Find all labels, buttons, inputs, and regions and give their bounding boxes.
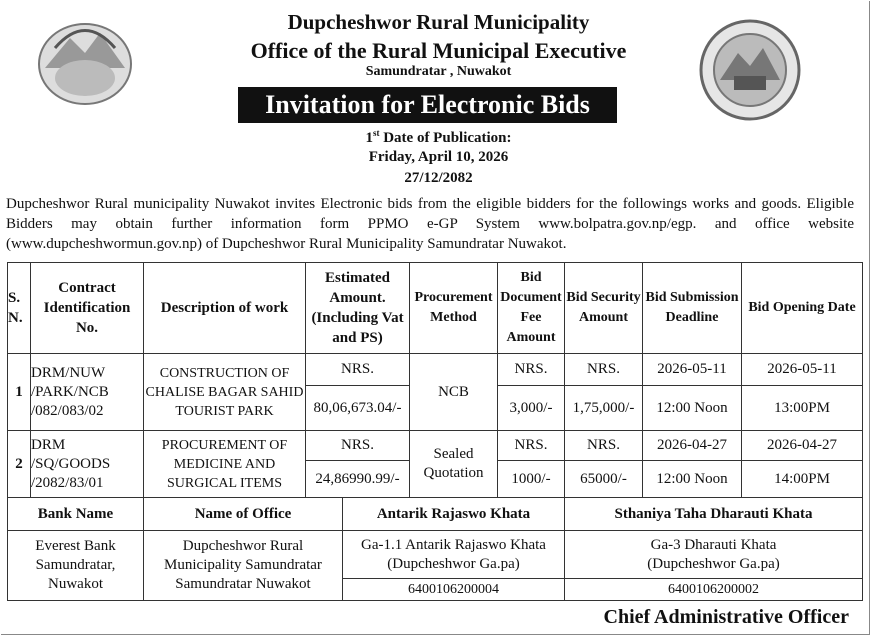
pub-label-num: 1 <box>365 130 373 146</box>
row-opening-date: 2026-05-11 <box>742 354 863 386</box>
col-estimated-amount: Estimated Amount. (Including Vat and PS) <box>306 263 410 354</box>
publication-date: Friday, April 10, 2026 <box>368 149 509 165</box>
row-sn: 1 <box>8 354 31 431</box>
row-amount-currency: NRS. <box>306 431 410 461</box>
office-name-value: Dupcheshwor Rural Municipality Samundratar Samundratar Nuwakot <box>144 531 343 601</box>
table-row <box>8 431 863 461</box>
row-fee-currency: NRS. <box>498 431 565 461</box>
row-submission-time: 12:00 Noon <box>643 386 742 431</box>
publication-label <box>0 128 877 147</box>
row-sn: 2 <box>8 431 31 498</box>
col-sthaniya: Sthaniya Taha Dharauti Khata <box>565 498 863 531</box>
table-header-row <box>8 263 863 354</box>
row-submission-date: 2026-04-27 <box>643 431 742 461</box>
row-amount-currency: NRS. <box>306 354 410 386</box>
col-bid-security: Bid Security Amount <box>565 263 643 354</box>
row-amount: 80,06,673.04/- <box>306 386 410 431</box>
sthaniya-khata: Ga-3 Dharauti Khata (Dupcheshwor Ga.pa) <box>565 531 863 579</box>
col-antarik: Antarik Rajaswo Khata <box>343 498 565 531</box>
row-opening-date: 2026-04-27 <box>742 431 863 461</box>
row-contract-id: DRM/NUW /PARK/NCB /082/083/02 <box>31 354 144 431</box>
row-security-currency: NRS. <box>565 431 643 461</box>
row-description: PROCUREMENT OF MEDICINE AND SURGICAL ITEMS <box>144 431 306 498</box>
col-description: Description of work <box>144 263 306 354</box>
col-submission-deadline: Bid Submission Deadline <box>643 263 742 354</box>
notice-title: Invitation for Electronic Bids <box>238 87 617 123</box>
bank-header-row <box>8 498 863 531</box>
publication-date-bs: 27/12/2082 <box>404 170 473 186</box>
location: Samundratar , Nuwakot <box>365 64 512 79</box>
row-opening-time: 13:00PM <box>742 386 863 431</box>
row-fee: 3,000/- <box>498 386 565 431</box>
row-description: CONSTRUCTION OF CHALISE BAGAR SAHID TOURIST PARK <box>144 354 306 431</box>
row-security: 1,75,000/- <box>565 386 643 431</box>
bank-row <box>8 531 863 579</box>
row-fee: 1000/- <box>498 461 565 498</box>
row-amount: 24,86990.99/- <box>306 461 410 498</box>
col-sn: S. N. <box>8 263 31 354</box>
row-contract-id: DRM /SQ/GOODS /2082/83/01 <box>31 431 144 498</box>
col-opening-date: Bid Opening Date <box>742 263 863 354</box>
bids-table <box>7 262 863 498</box>
sthaniya-account-no: 6400106200002 <box>565 579 863 601</box>
signatory: Chief Administrative Officer <box>603 606 849 628</box>
office-name: Office of the Rural Municipal Executive <box>250 38 627 63</box>
row-fee-currency: NRS. <box>498 354 565 386</box>
pub-label-rest: Date of Publication: <box>379 130 512 146</box>
row-security: 65000/- <box>565 461 643 498</box>
antarik-account-no: 6400106200004 <box>343 579 565 601</box>
row-security-currency: NRS. <box>565 354 643 386</box>
col-bank-name: Bank Name <box>8 498 144 531</box>
bank-table <box>7 497 863 601</box>
row-submission-time: 12:00 Noon <box>643 461 742 498</box>
row-opening-time: 14:00PM <box>742 461 863 498</box>
intro-paragraph: Dupcheshwor Rural municipality Nuwakot invites Electronic bids from the eligible bidders for the followings works and goods. Eligible Bidders may obtain further information form PPMO e-GP System www.bolpatra.gov.np/egp. and office website (www.dupcheshwormun.gov.np) of Dupcheshwor Rural Municipality Samundratar Nuwakot. <box>6 196 854 252</box>
col-office-name: Name of Office <box>144 498 343 531</box>
antarik-khata: Ga-1.1 Antarik Rajaswo Khata (Dupcheshwor Ga.pa) <box>343 531 565 579</box>
col-bid-fee: Bid Document Fee Amount <box>498 263 565 354</box>
row-method: Sealed Quotation <box>410 431 498 498</box>
row-method: NCB <box>410 354 498 431</box>
org-name: Dupcheshwor Rural Municipality <box>287 10 590 34</box>
pub-label-sup: st <box>372 128 380 138</box>
col-procurement-method: Procurement Method <box>410 263 498 354</box>
table-row <box>8 354 863 386</box>
row-submission-date: 2026-05-11 <box>643 354 742 386</box>
col-contract-id: Contract Identification No. <box>31 263 144 354</box>
bank-name: Everest Bank Samundratar, Nuwakot <box>8 531 144 601</box>
